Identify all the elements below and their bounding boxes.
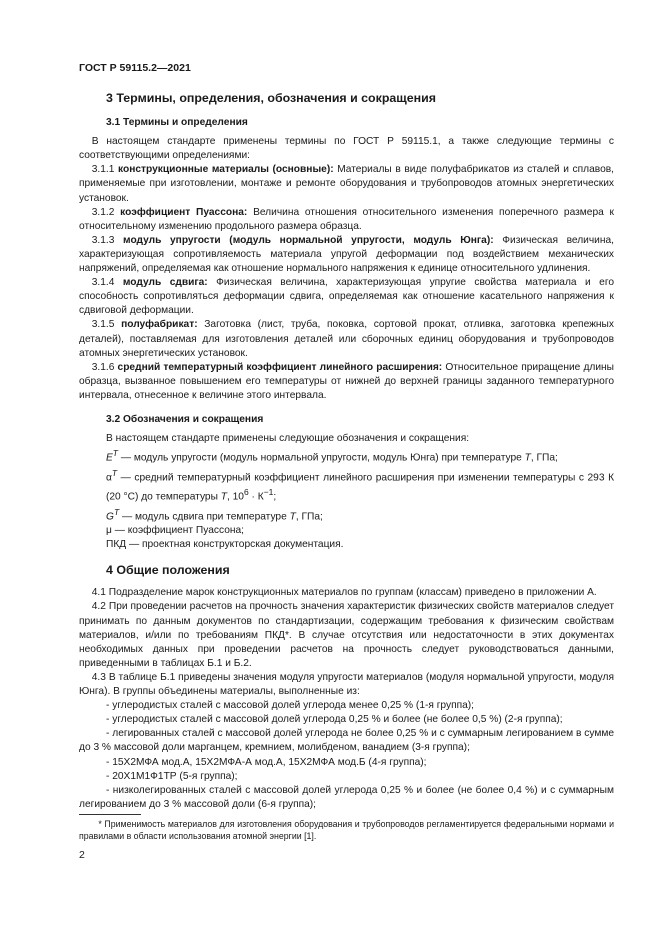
term-name: конструкционные материалы (основные): xyxy=(118,164,334,176)
symbol-end: ; xyxy=(273,491,277,503)
term-name: средний температурный коэффициент линейного расширения: xyxy=(117,361,443,373)
terms-intro: В настоящем стандарте применены термины по ГОСТ Р 59115.1, а также следующие термины с соответствующими определениями: xyxy=(79,136,614,162)
term-name: модуль упругости (модуль нормальной упругости, модуль Юнга): xyxy=(123,234,494,246)
symbol-exp: 6 xyxy=(243,487,249,498)
symbol-text: — модуль упругости (модуль нормальной упругости, модуль Юнга) при температуре xyxy=(118,452,525,464)
symbol-temp: T xyxy=(220,491,227,503)
symbol-letter: α xyxy=(106,472,112,484)
term-name: полуфабрикат: xyxy=(121,319,198,331)
page-content xyxy=(79,91,614,812)
term-number: 3.1.3 xyxy=(91,234,115,246)
clause-4-2: 4.2 При проведении расчетов на прочность значения характеристик физических свойств материалов следует принимать по данным документов по стандартизации, содержащим требования к физическим свойствам материалов, и/или по требованиям ПКД*. В случае отсутствия или недостаточности в этих документах необходимых данных при проведении расчетов на прочность следует руководствоваться данными, приведенными в таблицах Б.1 и Б.2. xyxy=(79,601,614,669)
symbol-sup: T xyxy=(111,467,118,478)
term-3-1-4 xyxy=(79,276,614,318)
list-item: - 15Х2МФА мод.А, 15Х2МФА-А мод.А, 15Х2МФА мод.Б (4-я группа); xyxy=(106,756,427,768)
symbol-unit-exp: −1 xyxy=(263,487,274,498)
symbol-temp: T xyxy=(524,452,531,464)
symbol-tail: , ГПа; xyxy=(530,452,558,464)
symbols-intro: В настоящем стандарте применены следующие обозначения и сокращения: xyxy=(106,433,470,445)
symbol-e xyxy=(106,446,614,465)
term-definition: Физическая величина, характеризующая упругие свойства материала и его способность сопротивляться деформации сдвига, определяемая как отношение касательного напряжения к сдвиговой деформации. xyxy=(79,277,614,317)
section-3-title: 3 Термины, определения, обозначения и сокращения xyxy=(106,91,436,105)
term-number: 3.1.1 xyxy=(91,164,115,176)
standard-header: ГОСТ Р 59115.2—2021 xyxy=(79,62,191,74)
section-4-title: 4 Общие положения xyxy=(106,563,230,578)
list-item: - 20Х1М1Ф1ТР (5-я группа); xyxy=(106,770,238,782)
term-number: 3.1.5 xyxy=(91,319,115,331)
symbol-alpha xyxy=(106,466,614,505)
term-name: коэффициент Пуассона: xyxy=(120,206,248,218)
clause-4-1: 4.1 Подразделение марок конструкционных материалов по группам (классам) приведено в приложении А. xyxy=(91,587,597,599)
term-3-1-2 xyxy=(79,206,614,234)
subsection-3-2-title: 3.2 Обозначения и сокращения xyxy=(106,413,264,425)
symbol-pkd: ПКД — проектная конструкторская документация. xyxy=(106,539,344,551)
symbol-tail: , ГПа; xyxy=(295,511,323,522)
term-number: 3.1.4 xyxy=(91,277,115,289)
term-definition: Заготовка (лист, труба, поковка, сортовой прокат, отливка, заготовка крепежных деталей), поставляемая для изготовления деталей или сборочных единиц оборудования и трубопроводов атомных энергетических установок. xyxy=(79,319,614,359)
symbol-g xyxy=(106,505,614,524)
footnote: * Применимость материалов для изготовления оборудования и трубопроводов регламентируется федеральными нормами и правилами в области использования атомной энергии [1]. xyxy=(79,819,614,841)
term-3-1-6 xyxy=(79,361,614,403)
footnote-divider xyxy=(79,814,141,815)
page-number: 2 xyxy=(79,849,85,861)
term-definition: Величина отношения относительного изменения поперечного размера к относительному изменению продольного размера образца. xyxy=(79,206,614,232)
list-item: - углеродистых сталей с массовой долей углерода менее 0,25 % (1-я группа); xyxy=(106,700,475,712)
term-definition: Материалы в виде полуфабрикатов из сталей и сплавов, применяемые при изготовлении, монтаже и ремонте оборудования и трубопроводов атомных энергетических установок. xyxy=(79,164,614,204)
symbol-sup: T xyxy=(112,448,118,459)
list-item: - углеродистых сталей с массовой долей углерода 0,25 % и более (не более 0,5 %) (2-я группа); xyxy=(106,714,563,726)
list-item: - низколегированных сталей с массовой долей углерода 0,25 % и более (не более 0,4 %) и с суммарным легированием до 3 % массовой доли (6-я группа); xyxy=(79,784,614,810)
symbol-mid: , 10 xyxy=(226,491,244,503)
term-3-1-3 xyxy=(79,234,614,276)
symbol-text: — модуль сдвига при температуре xyxy=(119,511,290,522)
symbol-letter: G xyxy=(106,511,114,522)
term-3-1-1 xyxy=(79,163,614,205)
symbol-text: — средний температурный коэффициент линейного расширения при изменении температуры с 293 К (20 °С) до температуры xyxy=(106,472,614,503)
term-3-1-5 xyxy=(79,318,614,360)
term-number: 3.1.6 xyxy=(91,361,115,373)
clause-4-3: 4.3 В таблице Б.1 приведены значения модуля упругости материалов (модуля нормальной упругости, модуля Юнга). В группы объединены материалы, выполненные из: xyxy=(79,671,614,698)
list-item: - легированных сталей с массовой долей углерода не более 0,25 % и с суммарным легированием в сумме до 3 % массовой доли марганцем, кремнием, молибденом, ванадием (3-я группа); xyxy=(79,728,614,754)
symbol-letter: E xyxy=(106,452,113,464)
term-definition: Относительное приращение длины образца, вызванное повышением его температуры от нижней до верхней границы заданного температурного интервала, отнесенное к величине этого интервала. xyxy=(79,361,614,401)
term-definition: Физическая величина, характеризующая сопротивляемость материала упругой деформации под воздействием механических напряжений, определяемая как отношение нормального напряжения к единице относительного удлинения. xyxy=(79,234,614,275)
term-name: модуль сдвига: xyxy=(122,277,208,289)
symbol-temp: T xyxy=(289,511,296,522)
term-number: 3.1.2 xyxy=(91,206,115,218)
symbol-sup: T xyxy=(113,506,120,517)
symbol-unit: · К xyxy=(248,491,264,503)
subsection-3-1-title: 3.1 Термины и определения xyxy=(106,117,248,129)
symbol-mu: μ — коэффициент Пуассона; xyxy=(106,525,244,537)
